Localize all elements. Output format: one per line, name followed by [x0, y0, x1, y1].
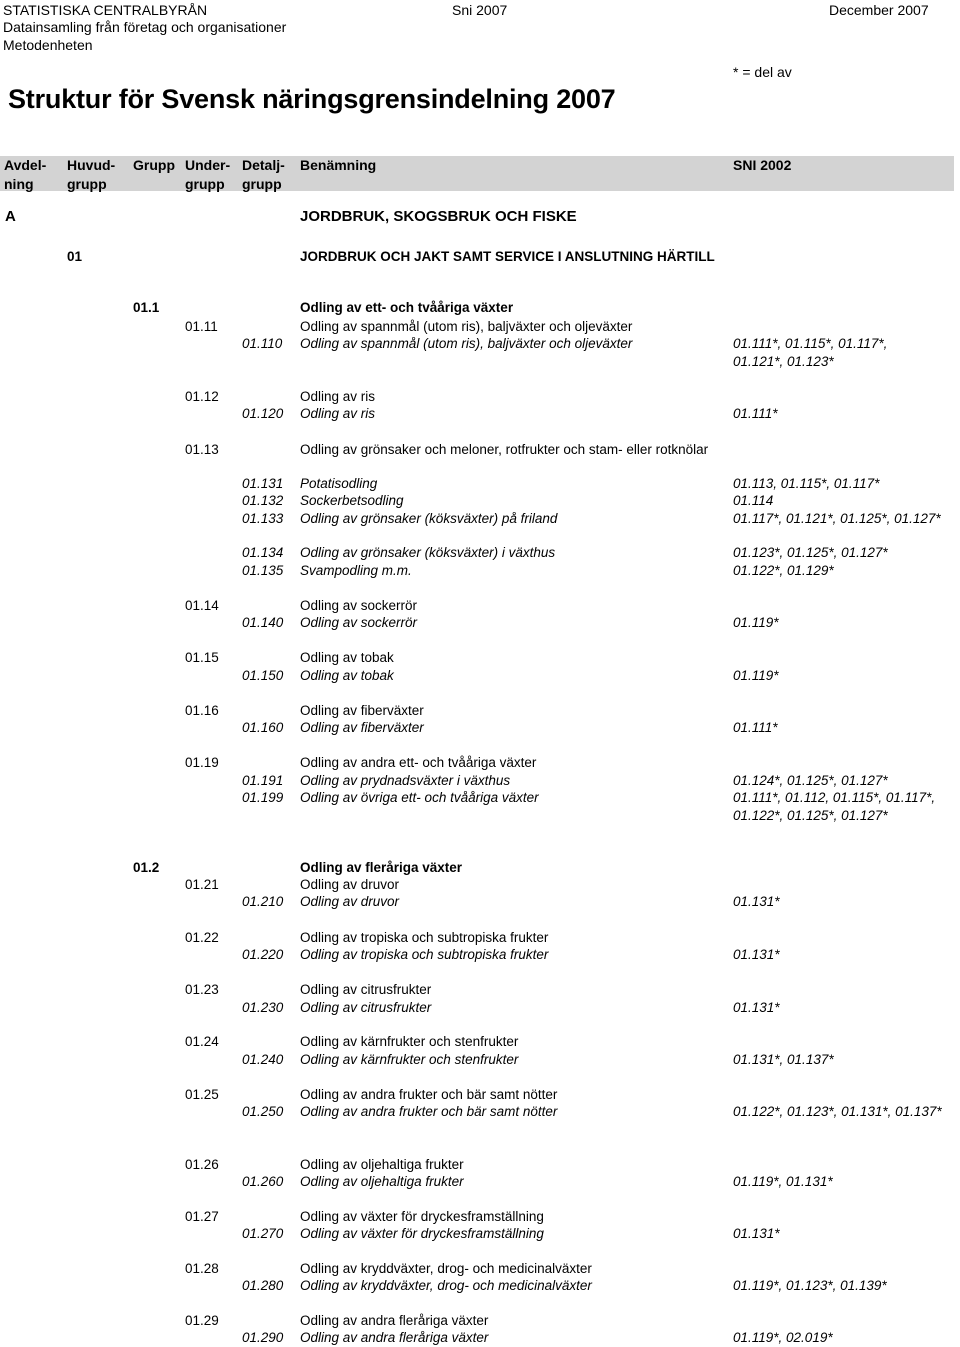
sni2002-ref: 01.131*: [733, 894, 780, 909]
undergrupp-code: 01.26: [185, 1157, 219, 1172]
sni2002-ref: 01.119*, 02.019*: [733, 1330, 833, 1345]
undergrupp-code: 01.25: [185, 1087, 219, 1102]
detaljgrupp-name: Odling av spannmål (utom ris), baljväxter och oljeväxter: [300, 336, 633, 351]
detaljgrupp-name: Odling av citrusfrukter: [300, 1000, 432, 1015]
col-huvudgrupp: Huvud- grupp: [67, 157, 116, 192]
detaljgrupp-code: 01.120: [242, 406, 284, 421]
detaljgrupp-name: Odling av andra frukter och bär samt nötter: [300, 1104, 558, 1119]
division-code: 01: [67, 249, 83, 264]
grupp-code: 01.1: [133, 300, 160, 315]
undergrupp-code: 01.19: [185, 755, 219, 770]
sni2002-ref: 01.113, 01.115*, 01.117*: [733, 476, 880, 491]
undergrupp-code: 01.22: [185, 930, 219, 945]
column-header-band: [0, 156, 954, 191]
col-detaljgrupp: Detalj- grupp: [242, 157, 285, 192]
sni2002-ref-cont: 01.121*, 01.123*: [733, 354, 834, 369]
detaljgrupp-code: 01.270: [242, 1226, 284, 1241]
undergrupp-name: Odling av andra fleråriga växter: [300, 1313, 489, 1328]
section-code: A: [5, 208, 16, 225]
undergrupp-code: 01.29: [185, 1313, 219, 1328]
grupp-code: 01.2: [133, 860, 160, 875]
undergrupp-code: 01.13: [185, 442, 219, 457]
section-name: JORDBRUK, SKOGSBRUK OCH FISKE: [300, 208, 577, 225]
undergrupp-name: Odling av druvor: [300, 877, 400, 892]
undergrupp-name: Odling av andra ett- och tvååriga växter: [300, 755, 537, 770]
org-name: STATISTISKA CENTRALBYRÅN: [3, 2, 208, 18]
sni2002-ref: 01.122*, 01.123*, 01.131*, 01.137*: [733, 1104, 942, 1119]
detaljgrupp-name: Odling av druvor: [300, 894, 400, 909]
col-grupp: Grupp: [133, 157, 175, 173]
detaljgrupp-code: 01.210: [242, 894, 284, 909]
sni2002-ref: 01.119*: [733, 668, 779, 683]
sni2002-ref: 01.111*, 01.115*, 01.117*,: [733, 336, 888, 351]
legend-note: * = del av: [733, 64, 792, 80]
undergrupp-name: Odling av fiberväxter: [300, 703, 424, 718]
col-undergrupp: Under- grupp: [185, 157, 231, 192]
detaljgrupp-name: Odling av övriga ett- och tvååriga växter: [300, 790, 539, 805]
undergrupp-code: 01.12: [185, 389, 219, 404]
undergrupp-name: Odling av citrusfrukter: [300, 982, 432, 997]
undergrupp-name: Odling av spannmål (utom ris), baljväxter och oljeväxter: [300, 319, 633, 334]
sni2002-ref: 01.119*, 01.131*: [733, 1174, 833, 1189]
sni2002-ref: 01.117*, 01.121*, 01.125*, 01.127*: [733, 511, 941, 526]
detaljgrupp-code: 01.191: [242, 773, 284, 788]
detaljgrupp-code: 01.250: [242, 1104, 284, 1119]
sni2002-ref: 01.114: [733, 493, 774, 508]
detaljgrupp-name: Odling av växter för dryckesframställning: [300, 1226, 544, 1241]
detaljgrupp-code: 01.240: [242, 1052, 284, 1067]
detaljgrupp-code: 01.280: [242, 1278, 284, 1293]
detaljgrupp-name: Odling av grönsaker (köksväxter) på friland: [300, 511, 558, 526]
detaljgrupp-code: 01.230: [242, 1000, 284, 1015]
undergrupp-code: 01.14: [185, 598, 219, 613]
undergrupp-name: Odling av sockerrör: [300, 598, 418, 613]
sni2002-ref: 01.131*: [733, 1000, 780, 1015]
detaljgrupp-name: Odling av tropiska och subtropiska frukter: [300, 947, 549, 962]
date-label: December 2007: [829, 2, 929, 18]
detaljgrupp-name: Odling av tobak: [300, 668, 394, 683]
detaljgrupp-code: 01.160: [242, 720, 284, 735]
detaljgrupp-name: Odling av prydnadsväxter i växthus: [300, 773, 511, 788]
undergrupp-name: Odling av tobak: [300, 650, 394, 665]
sni2002-ref: 01.131*: [733, 1226, 780, 1241]
undergrupp-code: 01.11: [185, 319, 218, 334]
unit-name: Metodenheten: [3, 37, 93, 53]
detaljgrupp-code: 01.199: [242, 790, 284, 805]
detaljgrupp-code: 01.290: [242, 1330, 284, 1345]
col-avdelning: Avdel- ning: [4, 157, 47, 192]
detaljgrupp-code: 01.133: [242, 511, 284, 526]
detaljgrupp-code: 01.132: [242, 493, 284, 508]
undergrupp-code: 01.15: [185, 650, 219, 665]
detaljgrupp-code: 01.135: [242, 563, 284, 578]
sni2002-ref: 01.111*: [733, 720, 778, 735]
detaljgrupp-name: Odling av kärnfrukter och stenfrukter: [300, 1052, 519, 1067]
sni2002-ref: 01.123*, 01.125*, 01.127*: [733, 545, 888, 560]
sni2002-ref: 01.124*, 01.125*, 01.127*: [733, 773, 888, 788]
sni2002-ref: 01.119*: [733, 615, 779, 630]
undergrupp-name: Odling av andra frukter och bär samt nötter: [300, 1087, 558, 1102]
sni2002-ref: 01.111*: [733, 406, 778, 421]
undergrupp-name: Odling av växter för dryckesframställning: [300, 1209, 544, 1224]
undergrupp-code: 01.23: [185, 982, 219, 997]
sni2002-ref: 01.131*, 01.137*: [733, 1052, 834, 1067]
detaljgrupp-code: 01.140: [242, 615, 284, 630]
department-name: Datainsamling från företag och organisationer: [3, 19, 287, 35]
detaljgrupp-code: 01.131: [242, 476, 284, 491]
undergrupp-name: Odling av oljehaltiga frukter: [300, 1157, 464, 1172]
detaljgrupp-name: Odling av ris: [300, 406, 376, 421]
version-label: Sni 2007: [452, 2, 508, 18]
division-name: JORDBRUK OCH JAKT SAMT SERVICE I ANSLUTNING HÄRTILL: [300, 249, 715, 264]
detaljgrupp-name: Potatisodling: [300, 476, 378, 491]
sni2002-ref: 01.119*, 01.123*, 01.139*: [733, 1278, 887, 1293]
undergrupp-name: Odling av kryddväxter, drog- och medicinalväxter: [300, 1261, 592, 1276]
undergrupp-name: Odling av tropiska och subtropiska frukter: [300, 930, 549, 945]
detaljgrupp-code: 01.220: [242, 947, 284, 962]
undergrupp-name: Odling av kärnfrukter och stenfrukter: [300, 1034, 519, 1049]
detaljgrupp-code: 01.110: [242, 336, 283, 351]
detaljgrupp-name: Odling av grönsaker (köksväxter) i växthus: [300, 545, 556, 560]
col-sni2002: SNI 2002: [733, 157, 792, 173]
undergrupp-name: Odling av grönsaker och meloner, rotfrukter och stam- eller rotknölar: [300, 442, 709, 457]
col-benamning: Benämning: [300, 157, 377, 173]
detaljgrupp-name: Odling av fiberväxter: [300, 720, 424, 735]
detaljgrupp-code: 01.260: [242, 1174, 284, 1189]
detaljgrupp-name: Sockerbetsodling: [300, 493, 404, 508]
undergrupp-code: 01.27: [185, 1209, 219, 1224]
detaljgrupp-name: Odling av sockerrör: [300, 615, 418, 630]
page-title: Struktur för Svensk näringsgrensindelning 2007: [8, 84, 616, 114]
sni2002-ref-cont: 01.122*, 01.125*, 01.127*: [733, 808, 888, 823]
undergrupp-name: Odling av ris: [300, 389, 376, 404]
undergrupp-code: 01.28: [185, 1261, 219, 1276]
sni2002-ref: 01.131*: [733, 947, 780, 962]
detaljgrupp-name: Odling av oljehaltiga frukter: [300, 1174, 464, 1189]
undergrupp-code: 01.24: [185, 1034, 219, 1049]
grupp-name: Odling av fleråriga växter: [300, 860, 463, 875]
sni2002-ref: 01.111*, 01.112, 01.115*, 01.117*,: [733, 790, 936, 805]
detaljgrupp-code: 01.150: [242, 668, 284, 683]
sni2002-ref: 01.122*, 01.129*: [733, 563, 834, 578]
detaljgrupp-name: Odling av kryddväxter, drog- och medicinalväxter: [300, 1278, 592, 1293]
detaljgrupp-code: 01.134: [242, 545, 284, 560]
detaljgrupp-name: Svampodling m.m.: [300, 563, 412, 578]
detaljgrupp-name: Odling av andra fleråriga växter: [300, 1330, 489, 1345]
undergrupp-code: 01.21: [185, 877, 219, 892]
undergrupp-code: 01.16: [185, 703, 219, 718]
grupp-name: Odling av ett- och tvååriga växter: [300, 300, 514, 315]
